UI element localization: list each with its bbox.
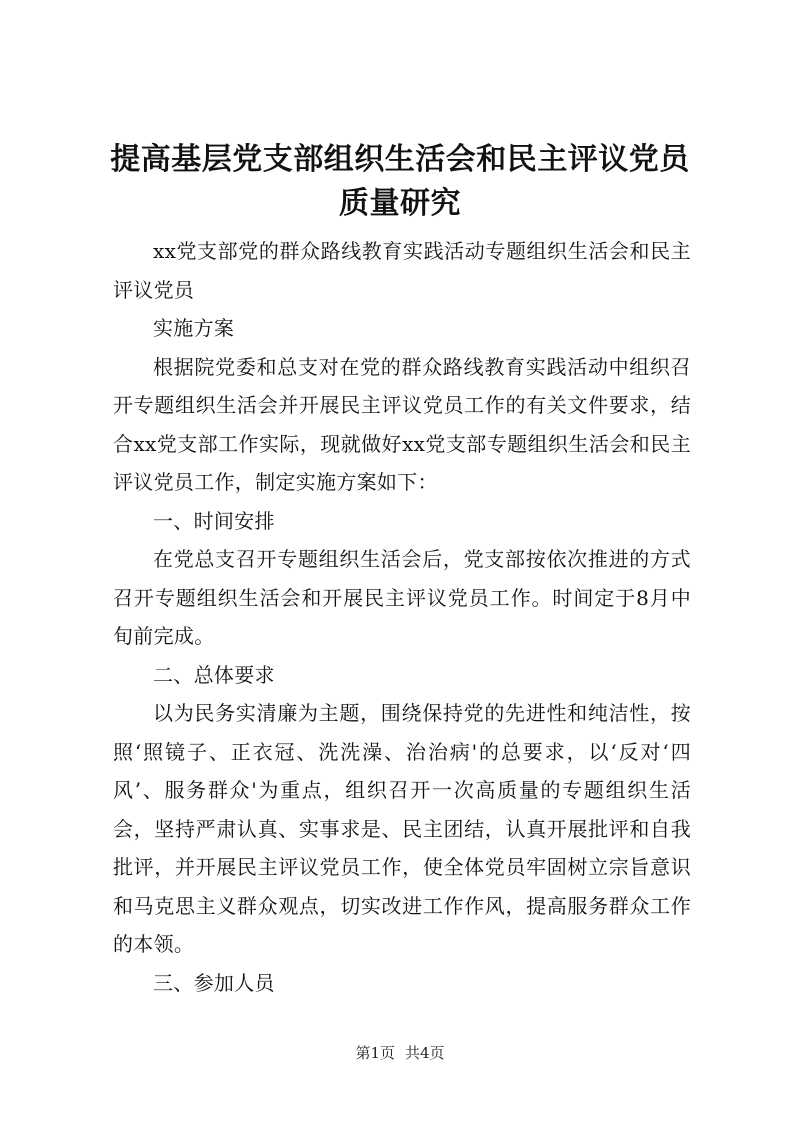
paragraph-plan-heading: 实施方案 xyxy=(153,316,235,340)
paragraph-schedule: 在党总支召开专题组织生活会后，党支部按依次推进的方式召开专题组织生活会和开展民主评议党员工作。时间定于8月中旬前完成。 xyxy=(113,547,691,648)
section-heading-participants: 三、参加人员 xyxy=(153,970,275,995)
page-footer xyxy=(0,1043,800,1063)
section-heading-requirements: 二、总体要求 xyxy=(153,662,275,687)
section-heading-schedule: 一、时间安排 xyxy=(153,508,275,533)
document-title: 提高基层党支部组织生活会和民主评议党员质量研究 xyxy=(110,142,690,221)
paragraph-intro: 根据院党委和总支对在党的群众路线教育实践活动中组织召开专题组织生活会并开展民主评议党员工作的有关文件要求，结合xx党支部工作实际，现就做好xx党支部专题组织生活会和民主评议党员工作，制定实施方案如下： xyxy=(113,354,691,494)
paragraph-subtitle: xx党支部党的群众路线教育实践活动专题组织生活会和民主评议党员 xyxy=(113,239,691,302)
document-body xyxy=(113,232,691,1002)
page-number: 第1页 xyxy=(355,1044,395,1062)
page-total: 共4页 xyxy=(405,1044,445,1062)
paragraph-requirements: 以为民务实清廉为主题，围绕保持党的先进性和纯洁性，按照‘照镜子、正衣冠、洗洗澡、治治病'的总要求，以‘反对‘四风’、服务群众'为重点，组织召开一次高质量的专题组织生活会，坚持严肃认真、实事求是、民主团结，认真开展批评和自我批评，并开展民主评议党员工作，使全体党员牢固树立宗旨意识和马克思主义群众观点，切实改进工作作风，提高服务群众工作的本领。 xyxy=(113,701,691,956)
